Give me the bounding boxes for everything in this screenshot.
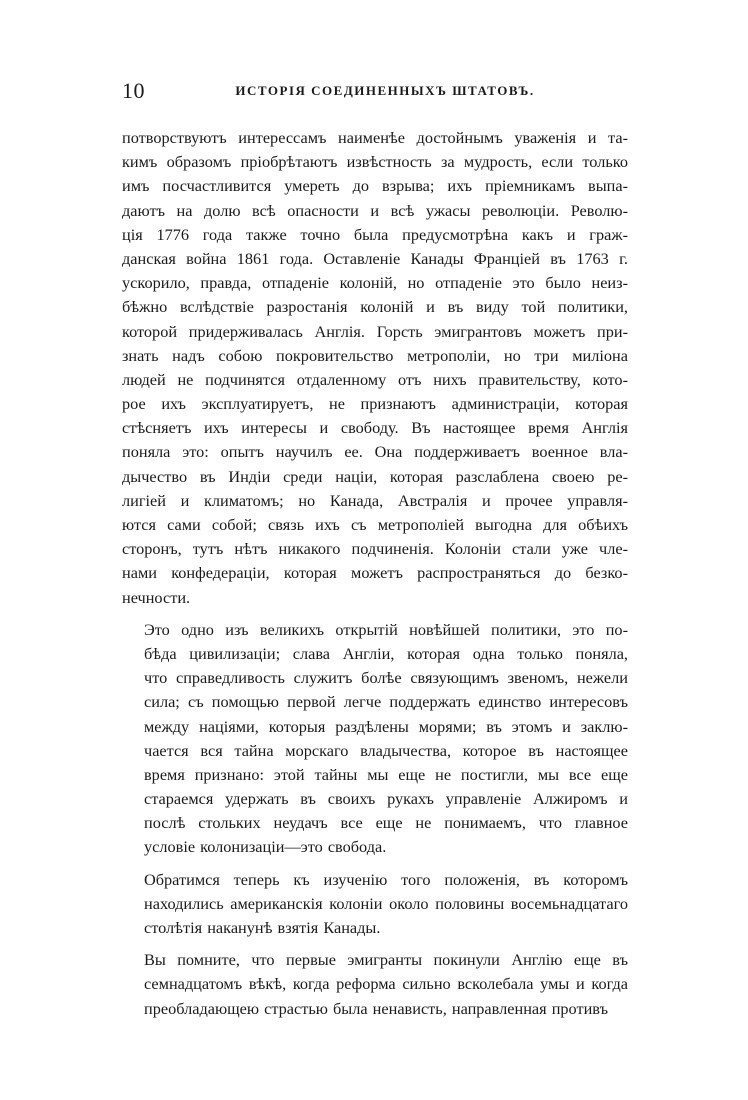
- text-line: людей не подчинятся отдаленному отъ нихъ правительству, кото-: [122, 369, 628, 389]
- body-text: [122, 126, 628, 1021]
- text-line: между націями, которыя раздѣлены морями; въ этомъ и заклю-: [144, 716, 628, 736]
- text-line: сторонъ, тутъ нѣтъ никакого подчиненія. Колоніи стали уже чле-: [122, 539, 628, 559]
- text-line: чается вся тайна морскаго владычества, которое въ настоящее: [144, 740, 628, 760]
- text-line: потворствуютъ интерессамъ наименѣе достойнымъ уваженія и та-: [122, 128, 628, 147]
- text-line: послѣ стольких неудачъ все еще не понимаемъ, что главное: [144, 813, 628, 833]
- text-line: столѣтія наканунѣ взятія Канады.: [144, 918, 381, 937]
- text-line: даютъ на долю всѣ опасности и всѣ ужасы революціи. Револю-: [122, 200, 628, 220]
- text-line: стараемся удержать въ своихъ рукахъ управленіе Алжиромъ и: [144, 789, 628, 809]
- text-line: лигіей и климатомъ; но Канада, Австралія и прочее управля-: [122, 490, 628, 510]
- paragraph: [122, 126, 628, 610]
- text-line: семнадцатомъ вѣкѣ, когда реформа сильно всколебала умы и когда: [144, 974, 628, 994]
- text-line: Это одно изъ великихъ открытій новѣйшей политики, это по-: [144, 619, 628, 639]
- text-line: бѣда цивилизаціи; слава Англіи, которая одна только поняла,: [144, 643, 628, 663]
- text-line: ются сами собой; связь ихъ съ метрополіей выгодна для обѣихъ: [122, 515, 628, 534]
- text-line: поняла это: опытъ научилъ ее. Она поддерживаетъ военное вла-: [122, 442, 628, 462]
- text-line: Вы помните, что первые эмигранты покинули Англію еще въ: [144, 950, 628, 970]
- text-line: дычество въ Индіи среди націи, которая разслаблена своею ре-: [122, 466, 628, 486]
- paragraph: [122, 948, 628, 1021]
- text-line: Обратимся теперь къ изученію того положенія, въ которомъ: [144, 869, 628, 889]
- text-line: сила; съ помощью первой легче поддержать единство интересовъ: [144, 692, 628, 712]
- text-line: бѣжно вслѣдствіе разростанія колоній и въ виду той политики,: [122, 297, 628, 317]
- text-line: кимъ образомъ пріобрѣтаютъ извѣстность за мудрость, если только: [122, 152, 628, 172]
- text-line: время признано: этой тайны мы еще не постигли, мы все еще: [144, 764, 628, 784]
- text-line: нами конфедераціи, которая можетъ распространяться до безко-: [122, 563, 628, 583]
- text-line: имъ посчастливится умереть до взрыва; ихъ пріемникамъ выпа-: [122, 176, 628, 196]
- text-line: знать надъ собою покровительство метрополіи, но три миліона: [122, 345, 628, 365]
- text-line: которой придерживалась Англія. Горсть эмигрантовъ можетъ при-: [122, 321, 628, 341]
- text-line: ускорило, правда, отпаденіе колоній, но отпаденіе это было неиз-: [122, 273, 628, 293]
- page-header: [122, 78, 628, 108]
- text-line: находились американскія колоніи около половины восемьнадцатаго: [144, 893, 628, 913]
- paragraph: [122, 618, 628, 860]
- text-line: условіе колонизаціи—это свобода.: [144, 837, 387, 857]
- text-line: данская война 1861 года. Оставленіе Канады Франціей въ 1763 г.: [122, 248, 628, 268]
- text-line: ція 1776 года также точно была предусмотрѣна какъ и граж-: [122, 224, 628, 244]
- text-line: нечности.: [122, 587, 191, 607]
- text-line: что справедливость служитъ болѣе связующимъ звеномъ, нежели: [144, 668, 628, 688]
- text-line: рое ихъ эксплуатируетъ, не признаютъ администраціи, которая: [122, 394, 628, 414]
- book-page: [122, 78, 628, 1021]
- running-title: ИСТОРІЯ СОЕДИНЕННЫХЪ ШТАТОВЪ.: [235, 83, 535, 98]
- text-line: стѣсняетъ ихъ интересы и свободу. Въ настоящее время Англія: [122, 418, 628, 438]
- paragraph: [122, 868, 628, 941]
- text-line: преобладающею страстью была ненависть, направленная противъ: [144, 998, 609, 1018]
- page-number: 10: [122, 78, 145, 103]
